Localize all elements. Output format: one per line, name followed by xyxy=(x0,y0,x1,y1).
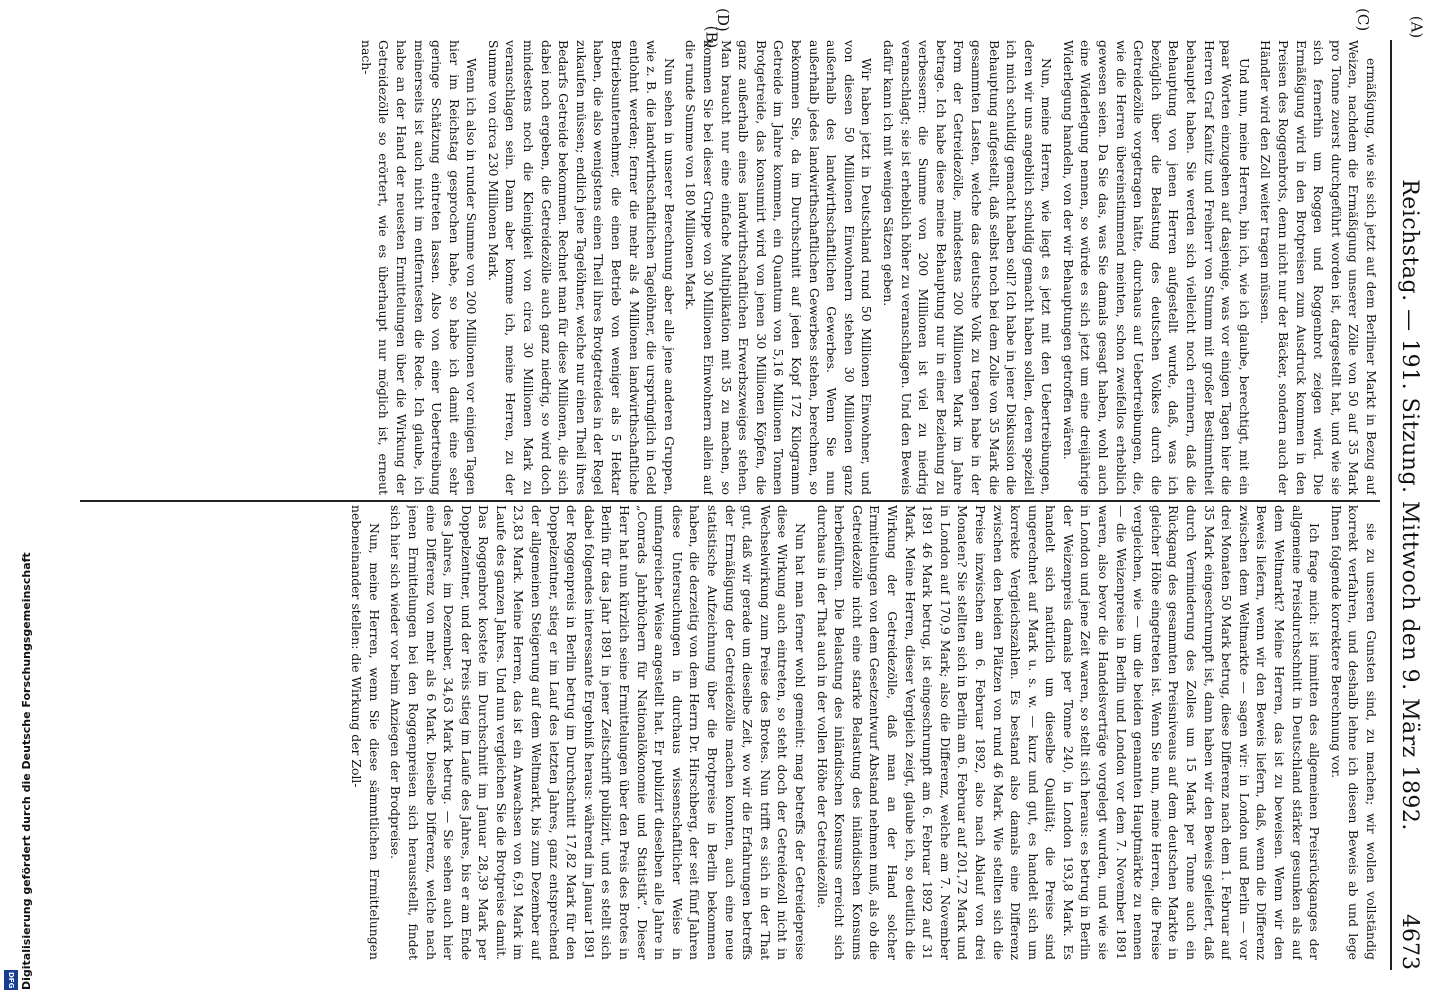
digitization-note: Digitalisierung gefördert durch die Deutsche Forschungsgemeinschaft xyxy=(20,552,33,990)
paragraph: Nun, meine Herren, wie liegt es jetzt mit den Uebertreibungen, deren wir uns angeblich schuldig gemacht haben sollen, deren speziell ich mich schuldig gemacht haben soll? Ich habe in jener Diskussion die Behauptung aufgestellt, daß selbst noch bei dem Zolle von 35 Mark die gesammten Lasten, welche das deutsche Volk zu tragen habe in der Form der Getreidezölle, mindestens 200 Millionen Mark im Jahre betrage. Ich habe diese meine Behauptung nur in einer Beziehung zu verbessern: die Summe von 200 Millionen ist viel zu niedrig veranschlagt; sie ist erheblich höher zu veranschlagen. Und den Beweis dafür kann ich mit wenigen Sätzen geben. xyxy=(880,40,1055,495)
paragraph: Und nun, meine Herren, bin ich, wie ich glaube, berechtigt, mit ein paar Worten einzugehen auf dasjenige, was vor einigen Tagen hier die Herren Graf Kanitz und Freiherr von Stumm mit großer Bestimmtheit behauptet haben. Sie werden sich vielleicht noch erinnern, daß die Behauptung von jenen Herren aufgestellt wurde, daß, was ich bezüglich über die Belastung des deutschen Volkes durch die Getreidezölle vorgetragen hätte, durchaus auf Uebertreibungen, die, wie die Herren übereinstimmend meinten, schon zweifellos erheblich gewesen seien. Da Sie das, was Sie damals gesagt haben, wohl auch eine Widerlegung nennen, so würde es sich jetzt um eine dreijährige Widerlegung handeln, von der wir Behauptungen getroffen wären. xyxy=(1060,40,1252,495)
newspaper-page xyxy=(60,0,1432,1000)
paragraph: ermäßigung, wie sie sich jetzt auf dem Berliner Markt in Bezug auf Weizen, nachdem die Ermäßigung unserer Zölle von 50 auf 35 Mark pro Tonne zuerst durchgeführt worden ist, dargestellt hat, und wie sie sich fernerhin um Roggen und Roggenbrot zeigen wird. Die Ermäßigung wird in den Brotpreisen zum Ausdruck kommen in den Preisen des Roggenbrots, denn nicht nur der Bäcker, sondern auch der Händler wird den Zoll weiter tragen müssen. xyxy=(1258,40,1379,495)
paragraph: Nun, meine Herren, wenn Sie diese sämmtlichen Ermittelungen nebeneinander stellen: die Wirkung der Zoll- xyxy=(349,505,382,960)
dfg-logo: DFG xyxy=(4,970,18,990)
margin-mark-c: (C) xyxy=(1354,8,1372,32)
margin-mark-b: (B) xyxy=(702,25,721,49)
page-number: 4673 xyxy=(1397,914,1422,970)
margin-mark-d: (D) xyxy=(714,8,732,32)
paragraph: Nun hat man ferner wohl gemeint: mag betreffs der Getreidepreise diese Wirkung auch eintreten, so steht doch der Getreidezoll nicht in Wechselwirkung zum Preise des Brotes. Nun trifft es sich in der That gut, daß wir gerade um dieselbe Zeit, wo wir die Erfahrungen betreffs der Ermäßigung der Getreidezölle machen konnten, auch eine neue statistische Aufzeichnung über die Brotpreise in Berlin bekommen haben, die derzeitig von dem Herrn Dr. Hirschberg, der seit fünf Jahren diese Untersuchungen in durchaus wissenschaftlicher Weise in umfangreicher Weise angestellt hat. Er publizirt dieselben alle Jahre in „Conrads Jahrbüchern für Nationalökonomie und Statistik“. Dieser Herr hat nun kürzlich seine Ermittelungen über den Preis des Brotes in Berlin für das Jahr 1891 in jener Zeitschrift publizirt, und es stellt sich dabei folgendes interessante Ergebniß heraus: während im Januar 1891 der Roggenpreis in Berlin betrug im Durchschnitt 17,82 Mark für den Doppelzentner, stieg er im Lauf des letzten Jahres, ganz entsprechend der allgemeinen Steigerung auf dem Weltmarkt, bis zum Dezember auf 23,83 Mark. Meine Herren, das ist ein Anwachsen von 6,91 Mark im Laufe des ganzen Jahres. Und nun vergleichen Sie die Brotpreise damit. Das Roggenbrot kostete im Durchschnitt im Januar 28,39 Mark per Doppelzentner, und der Preis stieg im Laufe des Jahres, bis er am Ende des Jahres, im Dezember, 34,63 Mark betrug. — Sie sehen auch hier eine Differenz von mehr als 6 Mark. Dieselbe Differenz, welche nach jenen Ermittelungen bei den Roggenpreisen sich herausstellt, findet sich hier sich wieder vor beim Anziegen der Brodpreise. xyxy=(388,505,808,960)
column-divider xyxy=(80,500,1380,502)
paragraph: sie zu unseren Gunsten sind, zu machen; wir wollen vollständig korrekt verfahren, und deshalb lehne ich diesen Beweis ab und lege Ihnen folgende korrektere Berechnung vor. xyxy=(1328,505,1379,960)
digitization-footer xyxy=(0,0,40,1000)
header-rule xyxy=(1390,40,1392,970)
paragraph: Wir haben jetzt in Deutschland rund 50 Millionen Einwohner, und von diesen 50 Millionen Einwohnern stehen 30 Millionen ganz außerhalb des landwirthschaftlichen Gewerbes. Wenn Sie nun außerhalb jedes landwirthschaftlichen Gewerbes stehen, berechnen, so bekommen Sie, da im Durchschnitt auf jeden Kopf 172 Kilogramm Getreide im Jahre kommen, ein Quantum von 5,16 Millionen Tonnen Brotgetreide, das konsumirt wird von jenen 30 Millionen Köpfen, die ganz außerhalb eines landwirthschaftlichen Erwerbszweiges stehen. Man braucht nur eine einfache Multiplikation mit 35 zu machen, so kommen Sie bei dieser Gruppe von 30 Millionen Einwohnern allein auf die runde Summe von 180 Millionen Mark. xyxy=(683,40,875,495)
page-header-title: Reichstag. — 191. Sitzung. Mittwoch den 9. März 1892. xyxy=(1397,179,1422,831)
paragraph: Nun sehen in unserer Berechnung aber alle jene anderen Gruppen, wie z. B. die landwirthschaftlichen Tagelöhner, die ursprünglich in Geld entlohnt werden; ferner die mehr als 4 Millionen landwirthschaftliche Betriebsunternehmer, die einen Betrieb von weniger als 5 Hektar haben, die also wenigstens einen Theil ihres Brotgetreides in der Regel zukaufen müssen; endlich jene Tagelöhner, welche nur einen Theil ihres Bedarfs Getreide bekommen. Rechnet man für diese Millionen, die sich dabei noch ergeben, die Getreidezölle auch ganz niedrig, so wird doch mindestens noch die Kleinigkeit von circa 30 Millionen Mark zu veranschlagen sein. Dann aber komme ich, meine Herren, zu der Summe von circa 230 Millionen Mark. xyxy=(485,40,677,495)
paragraph: Wenn ich also in runder Summe von 200 Millionen vor einigen Tagen hier im Reichstag gesprochen habe, so habe ich damit eine sehr geringe Schätzung eintreten lassen. Also von einer Uebertreibung meinerseits ist auch nicht im entferntesten die Rede. Ich glaube, ich habe an der Hand der neuesten Ermittelungen über die Wirkung der Getreidezölle so erörtert, wie es überhaupt nur möglich ist, erneut nach- xyxy=(358,40,480,495)
paragraph: Ich frage mich: ist inmitten des allgemeinen Preisrückganges der allgemeine Preisdurchschnitt in Deutschland stärker gesunken als auf dem Weltmarkt? Meine Herren, das ist zu beweisen. Wenn wir den Beweis liefern, wenn wir den Beweis liefern, daß, wenn die Differenz zwischen dem Weltmarkte — sagen wir: in London und Berlin — vor drei Monaten 50 Mark betrug, diese Differenz nach dem 1. Februar auf 35 Mark eingeschrumpft ist, dann haben wir den Beweis geliefert, daß durch Verminderung des Zolles um 15 Mark per Tonne auch ein Rückgang des gesammten Preisniveaus auf dem deutschen Markte in gleicher Höhe eingetreten ist. Wenn Sie nun, meine Herren, die Preise vergleichen, wie — um die beiden genannten Hauptmärkte zu nennen — die Weizenpreise in Berlin und London vor dem 7. November 1891 waren, also bevor die Handelsverträge vorgelegt wurden, und wie sie in London und jene Zeit waren, so stellt sich heraus: es betrug in Berlin der Weizenpreis damals per Tonne 240, in London 193,8 Mark. Es handelt sich natürlich um dieselbe Qualität; die Preise sind ungerechnet auf Mark u. s. w. — kurz und gut, es handelt sich um korrekte Vergleichszahlen. Es bestand also damals eine Differenz zwischen den beiden Plätzen von rund 46 Mark. Wie stellten sich die Preise inzwischen am 6. Februar 1892, also nach Ablauf von drei Monaten? Sie stellten sich in Berlin am 6. Februar auf 201,72 Mark und in London auf 170,9 Mark; also die Differenz, welche am 7. November 1891 46 Mark betrug, ist eingeschrumpft am 6. Februar 1892 auf 31 Mark. Meine Herren, dieser Vergleich zeigt, glaube ich, so deutlich die Wirkung der Getreidezölle, daß man an der Hand solcher Ermittelungen von dem Gesetzentwurf Abstand nehmen muß, als ob die Getreidezölle nicht eine starke Belastung des inländischen Konsums herbeiführen. Die Belastung des inländischen Konsums erreicht sich durchaus in der That auch in der vollen Höhe der Getreidezölle. xyxy=(814,505,1323,960)
running-header xyxy=(1394,40,1422,970)
right-text-column xyxy=(80,505,1380,960)
left-text-column xyxy=(80,40,1380,495)
margin-mark-a: (A) xyxy=(1407,15,1426,39)
